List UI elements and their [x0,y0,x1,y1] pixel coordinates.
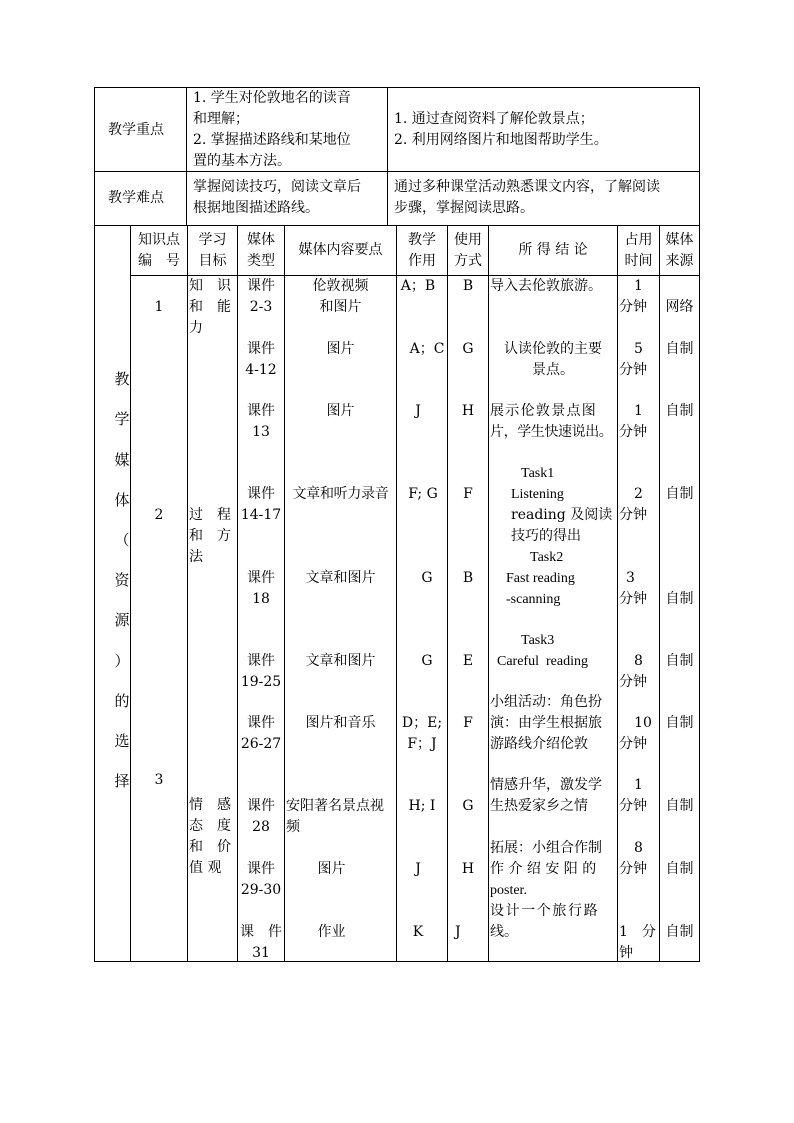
knowledge-point-1: 1 [154,299,164,315]
difficulty-right-line-2: 步骤，掌握阅读思路。 [394,200,534,216]
difficulty-right-line-1: 通过多种课堂活动熟悉课文内容，了解阅读 [394,179,660,195]
difficulty-left-line-1: 掌握阅读技巧，阅读文章后 [193,179,361,195]
difficulty-left-line-2: 根据地图描述路线。 [193,200,319,216]
focus-right-line-2: 2. 利用网络图片和地图帮助学生。 [394,132,608,148]
difficulty-label: 教学难点 [108,190,164,206]
focus-right-line-1: 1. 通过查阅资料了解伦敦景点； [394,111,594,127]
focus-left-line-1: 1. 学生对伦敦地名的读音 [193,90,351,106]
focus-left-line-2: 和理解； [193,111,249,127]
knowledge-point-2: 2 [154,507,164,523]
focus-left-line-3: 2. 掌握描述路线和某地位 [193,132,351,148]
focus-left-line-4: 置的基本方法。 [193,153,291,169]
knowledge-point-3: 3 [154,772,164,788]
focus-label: 教学重点 [108,122,164,138]
